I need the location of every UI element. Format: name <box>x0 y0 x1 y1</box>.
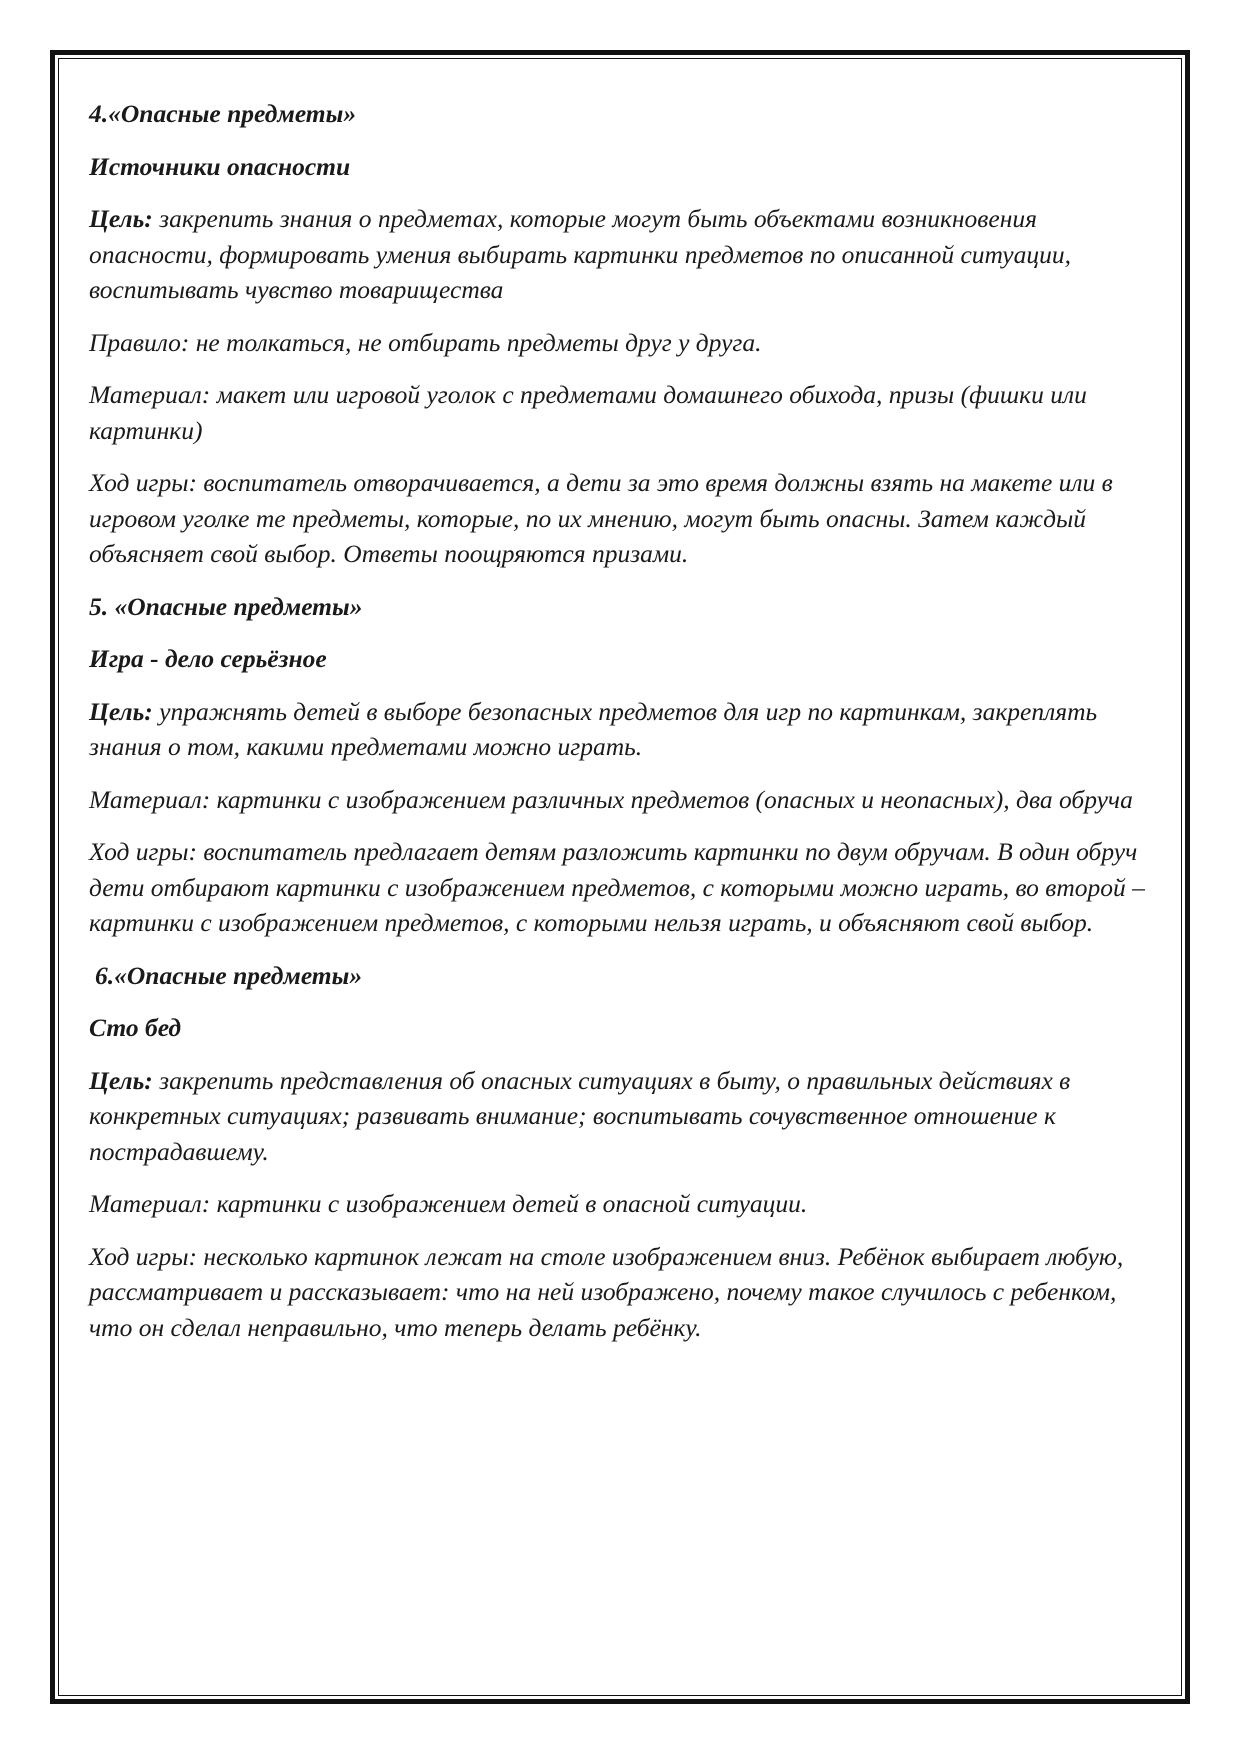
section-5-title: Игра - дело серьёзное <box>89 644 327 673</box>
section-6-goal <box>89 1063 1149 1170</box>
section-6-goal-text: закрепить представления об опасных ситуациях в быту, о правильных действиях в конкретных ситуациях; развивать внимание; воспитывать сочувственное отношение к пострадавшему. <box>89 1065 1071 1166</box>
section-4-material: Материал: макет или игровой уголок с предметами домашнего обихода, призы (фишки или картинки) <box>89 380 1087 445</box>
section-6-number: 6.«Опасные предметы» <box>95 960 363 990</box>
section-4-goal-label: Цель: <box>89 204 153 233</box>
section-4-number: 4.«Опасные предметы» <box>89 99 357 128</box>
section-6-goal-label: Цель: <box>89 1065 153 1095</box>
section-4-goal-text: закрепить знания о предметах, которые могут быть объектами возникновения опасности, формировать умения выбирать картинки предметов по описанной ситуации, воспитывать чувство товарищества <box>89 204 1071 304</box>
section-5-number: 5. «Опасные предметы» <box>89 591 363 621</box>
section-6-title: Сто бед <box>89 1013 182 1042</box>
section-5-game: Ход игры: воспитатель предлагает детям разложить картинки по двум обручам. В один обруч дети отбирают картинки с изображением предметов, с которыми можно играть, во второй – картинки с изображением предметов, с которыми нельзя играть, и объясняют свой выбор. <box>89 837 1145 937</box>
section-5-goal-label: Цель: <box>89 696 153 726</box>
section-5-material: Материал: картинки с изображением различных предметов (опасных и неопасных), два обруча <box>89 784 1133 814</box>
section-4-rule: Правило: не толкаться, не отбирать предметы друг у друга. <box>89 327 762 357</box>
section-6-game: Ход игры: несколько картинок лежат на столе изображением вниз. Ребёнок выбирает любую, рассматривает и рассказывает: что на ней изображено, почему такое случилось с ребенком, что он сделал неправильно, что теперь делать ребёнку. <box>89 1241 1124 1342</box>
section-4-goal <box>89 201 1149 308</box>
section-5-goal-text: упражнять детей в выборе безопасных предметов для игр по картинкам, закреплять знания о том, какими предметами можно играть. <box>89 696 1098 761</box>
section-5-goal <box>89 694 1149 765</box>
section-4-title: Источники опасности <box>89 151 351 181</box>
document-body <box>89 96 1149 1362</box>
section-6-material: Материал: картинки с изображением детей в опасной ситуации. <box>89 1189 808 1218</box>
section-4-game: Ход игры: воспитатель отворачивается, а дети за это время должны взять на макете или в игровом уголке те предметы, которые, по их мнению, могут быть опасны. Затем каждый объясняет свой выбор. Ответы поощряются призами. <box>89 468 1113 568</box>
